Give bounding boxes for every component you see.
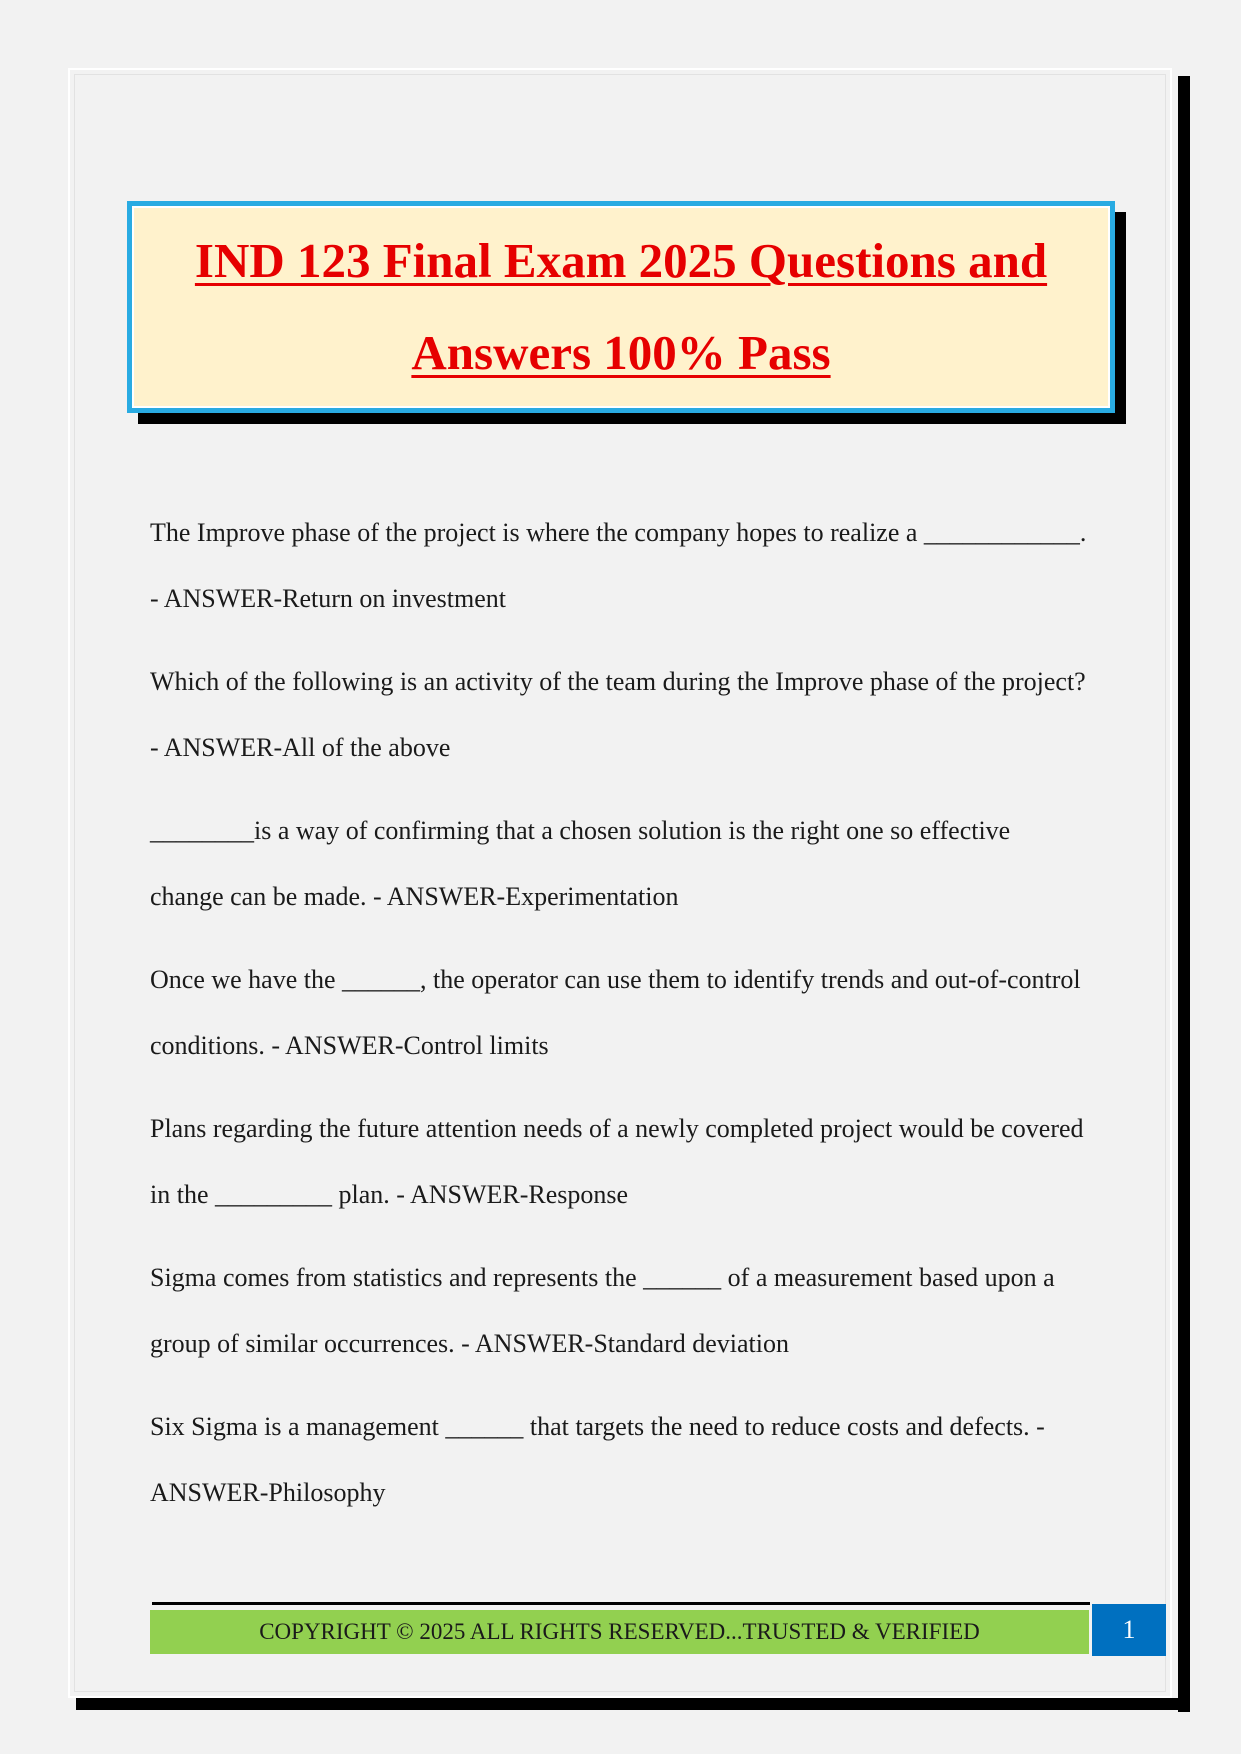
page-number: 1	[1092, 1604, 1166, 1656]
footer-copyright: COPYRIGHT © 2025 ALL RIGHTS RESERVED...TRUSTED & VERIFIED	[150, 1610, 1089, 1654]
qa-item: The Improve phase of the project is where the company hopes to realize a ____________. - ANSWER-Return on investment	[150, 518, 1087, 613]
footer-divider	[152, 1602, 1090, 1605]
qa-item: Plans regarding the future attention needs of a newly completed project would be covered in the _________ plan. - ANSWER-Response	[150, 1114, 1084, 1209]
document-title	[181, 215, 1061, 399]
qa-item: Which of the following is an activity of the team during the Improve phase of the project? - ANSWER-All of the above	[150, 667, 1086, 762]
qa-item: Sigma comes from statistics and represents the ______ of a measurement based upon a group of similar occurrences. - ANSWER-Standard deviation	[150, 1263, 1055, 1358]
qa-item: Once we have the ______, the operator can use them to identify trends and out-of-control conditions. - ANSWER-Control limits	[150, 965, 1081, 1060]
document-title-line1: IND 123 Final Exam 2025 Questions and	[194, 233, 1048, 288]
qa-list	[150, 500, 1090, 1543]
qa-item: ________is a way of confirming that a chosen solution is the right one so effective change can be made. - ANSWER-Experimentation	[150, 816, 1011, 911]
document-title-line2: Answers 100% Pass	[411, 325, 831, 380]
page-frame-shadow-bottom	[76, 1698, 1190, 1710]
qa-item: Six Sigma is a management ______ that targets the need to reduce costs and defects. - ANSWER-Philosophy	[150, 1412, 1045, 1507]
page-frame-shadow-right	[1178, 76, 1190, 1712]
title-box	[127, 201, 1115, 413]
title-box-inner	[132, 206, 1110, 408]
